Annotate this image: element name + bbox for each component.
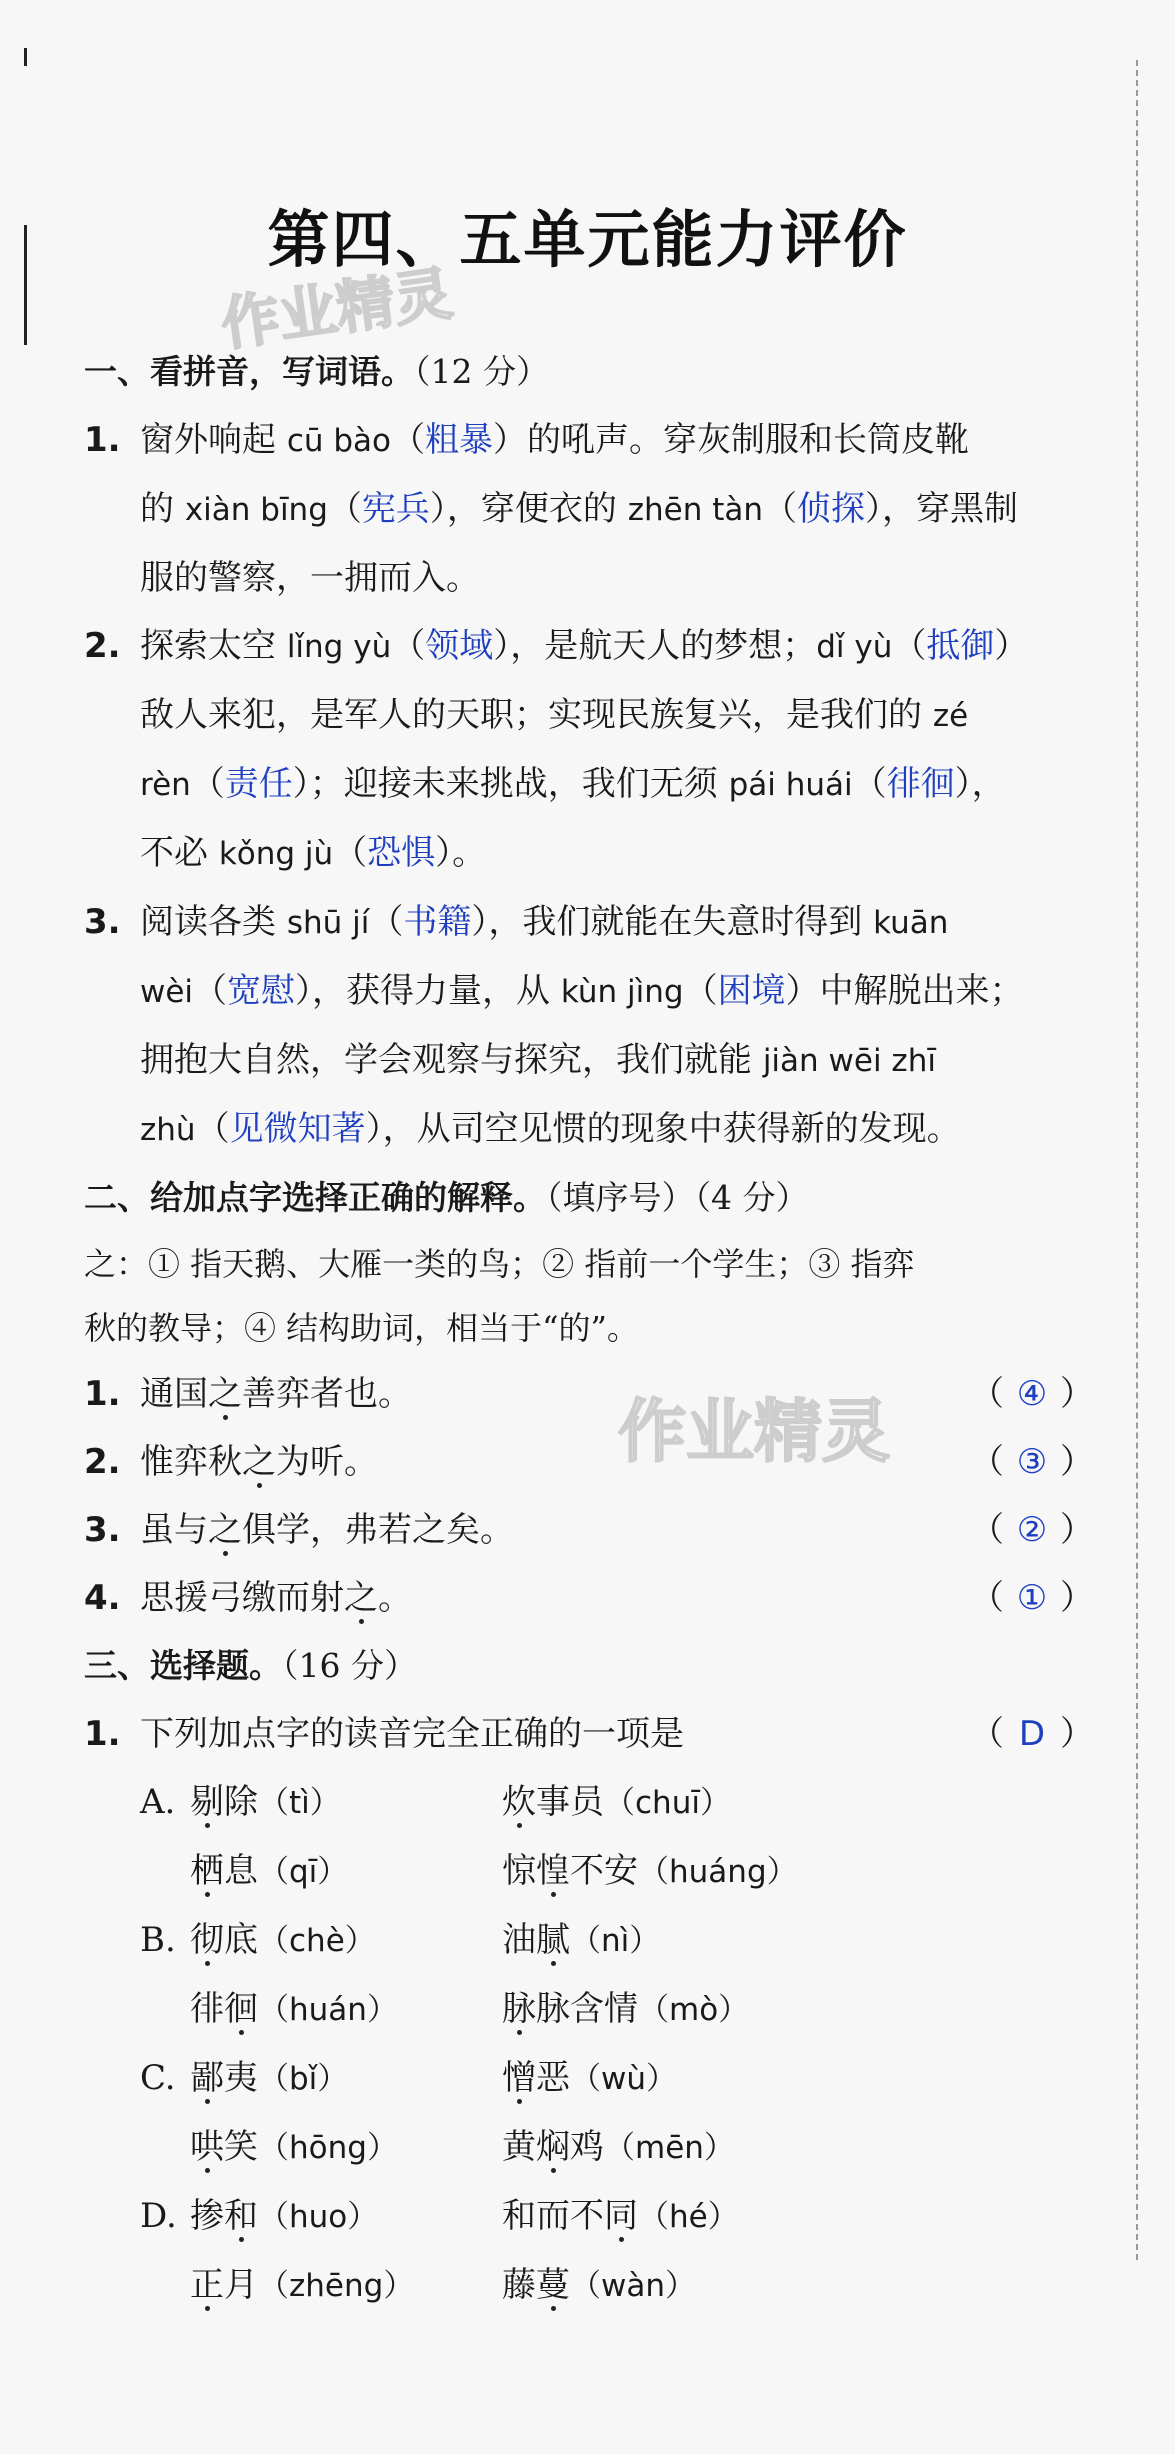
option-a: 栖息（qī） 惊惶不安（huáng） (190, 1851, 798, 1891)
answer-text: 宪兵 (361, 489, 430, 529)
worksheet-content (84, 338, 1094, 2320)
question-line: 的 xiàn bīng（宪兵），穿便衣的 zhēn tàn（侦探），穿黑制 (140, 489, 1018, 529)
answer-bracket: （ ② ） (970, 1510, 1094, 1550)
answer-text: 粗暴 (425, 420, 493, 460)
definition-text: 秋的教导；④ 结构助词，相当于“的”。 (84, 1309, 639, 1347)
option-c: C. 鄙夷（bǐ） 憎恶（wù） (140, 2058, 678, 2098)
question-item: 2. 惟弈秋之为听。 （ ③ ） (84, 1428, 1094, 1496)
question-number: 1. (84, 420, 121, 460)
question-line: rèn（责任）；迎接未来挑战，我们无须 pái huái（徘徊）， (140, 764, 1006, 804)
section-heading: 一、看拼音，写词语。（12 分） (84, 352, 549, 391)
answer-bracket: （ ③ ） (970, 1442, 1094, 1482)
binding-mark (24, 48, 27, 66)
answer-bracket: （ ④ ） (970, 1374, 1094, 1414)
option-d: D. 掺和（huo） 和而不同（hé） (140, 2196, 739, 2236)
question-number: 2. (84, 626, 121, 666)
answer-text: 宽慰 (227, 971, 296, 1011)
question-line: 拥抱大自然，学会观察与探究，我们就能 jiàn wēi zhī (140, 1040, 936, 1080)
answer-text: 书籍 (403, 902, 472, 942)
option-b: B. 彻底（chè） 油腻（nì） (140, 1920, 661, 1960)
answer-text: 徘徊 (886, 764, 955, 804)
question-item: 3. 虽与之俱学，弗若之矣。 （ ② ） (84, 1496, 1094, 1564)
question-line: wèi（宽慰），获得力量，从 kùn jìng（困境）中解脱出来； (140, 971, 1024, 1011)
question-item: 1. 下列加点字的读音完全正确的一项是 （ D ） (84, 1700, 1094, 1768)
watermark: 作业精灵 (217, 259, 457, 359)
options-list (84, 1768, 1094, 2320)
answer-text: 侦探 (797, 489, 865, 529)
option-c: 哄笑（hōng） 黄焖鸡（mēn） (190, 2127, 735, 2167)
question-line: 不必 kǒng jù（恐惧）。 (140, 833, 487, 873)
question-item: 4. 思援弓缴而射之。 （ ① ） (84, 1564, 1094, 1632)
option-d: 正月（zhēng） 藤蔓（wàn） (190, 2265, 696, 2305)
section-heading: 二、给加点字选择正确的解释。（填序号）（4 分） (84, 1178, 809, 1217)
question-item: 3. 阅读各类 shū jí（书籍），我们就能在失意时得到 kuān (84, 888, 1094, 957)
watermark: 作业精灵 (618, 1393, 891, 1472)
answer-text: 领域 (425, 626, 494, 666)
page-title: 第四、五单元能力评价 (267, 203, 908, 276)
question-number: 3. (84, 902, 121, 942)
answer-bracket: （ ① ） (970, 1578, 1094, 1618)
answer-text: 抵御 (926, 626, 995, 666)
answer-bracket: （ D ） (970, 1714, 1094, 1754)
question-line: zhù（见微知著），从司空见惯的现象中获得新的发现。 (140, 1109, 961, 1149)
question-line: 敌人来犯，是军人的天职；实现民族复兴，是我们的 zé (140, 695, 969, 735)
option-b: 徘徊（huán） 脉脉含情（mò） (190, 1989, 750, 2029)
question-item: 1. 通国之善弈者也。 （ ④ ） (84, 1360, 1094, 1428)
answer-text: 责任 (224, 764, 293, 804)
answer-text: 见微知著 (229, 1109, 366, 1149)
question-item: 1. 窗外响起 cū bào（粗暴）的吼声。穿灰制服和长筒皮靴 (84, 406, 1094, 475)
question-line: 服的警察，一拥而入。 (140, 558, 480, 598)
margin-rule (1136, 60, 1138, 2260)
section-heading: 三、选择题。（16 分） (84, 1646, 417, 1685)
definition-text: 之：① 指天鹅、大雁一类的鸟；② 指前一个学生；③ 指弈 (84, 1245, 915, 1283)
option-a: A. 剔除（tì） 炊事员（chuī） (140, 1782, 731, 1822)
answer-text: 困境 (717, 971, 786, 1011)
answer-text: 恐惧 (367, 833, 436, 873)
question-item: 2. 探索太空 lǐng yù（领域），是航天人的梦想；dǐ yù（抵御） (84, 612, 1094, 681)
